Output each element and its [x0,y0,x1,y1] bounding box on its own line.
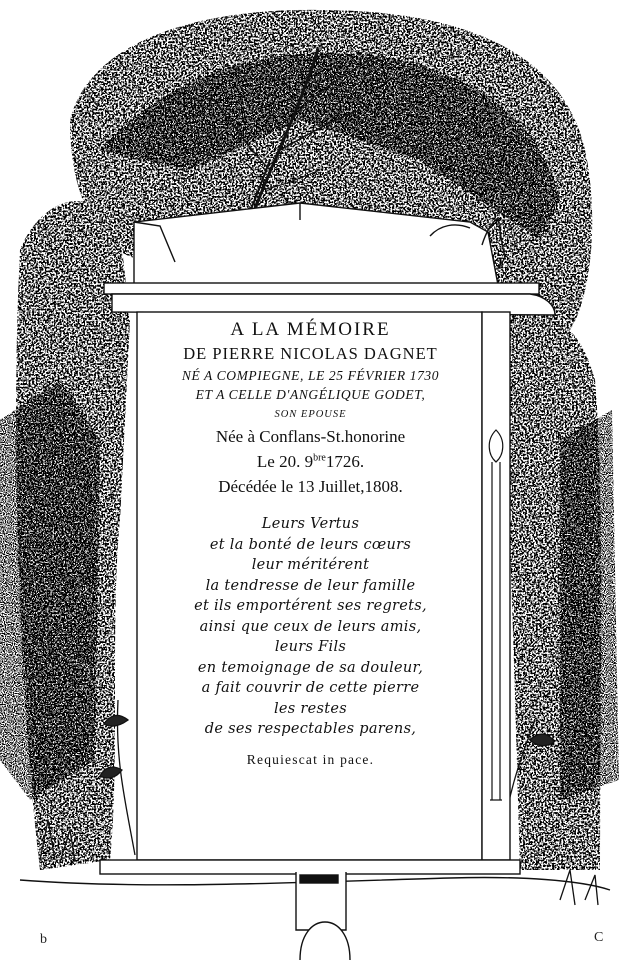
inscription [138,312,483,766]
verse-line-5: et ils emportérent ses regrets, [194,598,427,614]
verse-line-11: de ses respectables parens, [204,721,417,737]
epitaph-line-3: NÉ A COMPIEGNE, LE 25 FÉVRIER 1730 [181,367,440,383]
verse-line-7: leurs Fils [274,639,347,655]
epitaph-line-6: Née à Conflans-St.honorine [215,427,406,446]
corner-mark-right: C [594,930,604,945]
verse-line-6: ainsi que ceux de leurs amis, [199,618,422,635]
stone-side [482,312,510,860]
epitaph-line-2: DE PIERRE NICOLAS DAGNET [183,344,438,363]
epitaph-line-1: A LA MÉMOIRE [230,319,391,340]
verse-line-10: les restes [273,700,348,717]
epitaph-line-7-day: Le 20. 9 [256,452,314,471]
verse-line-4: la tendresse de leur famille [205,577,416,594]
epitaph-line-7-year: 1726. [325,452,365,471]
epitaph-line-8: Décédée le 13 Juillet,1808. [218,477,403,496]
closing-line: Requiescat in pace. [246,751,375,767]
verse-line-8: en temoignage de sa douleur, [197,659,424,676]
stone-base [100,860,520,874]
corner-mark-left: b [40,932,47,947]
epitaph-line-7-sup: bre [313,452,326,464]
epitaph-line-4: ET A CELLE D'ANGÉLIQUE GODET, [195,387,426,402]
plinth-band [300,875,338,883]
epitaph-line-5: SON EPOUSE [274,408,347,420]
cornice-top [104,283,539,294]
epitaph-line-7 [138,453,483,470]
verse-line-2: et la bonté de leurs cœurs [209,536,412,553]
verse-line-9: a fait couvrir de cette pierre [201,680,420,696]
verse-line-1: Leurs Vertus [261,516,360,532]
verse-line-3: leur méritérent [251,557,370,573]
